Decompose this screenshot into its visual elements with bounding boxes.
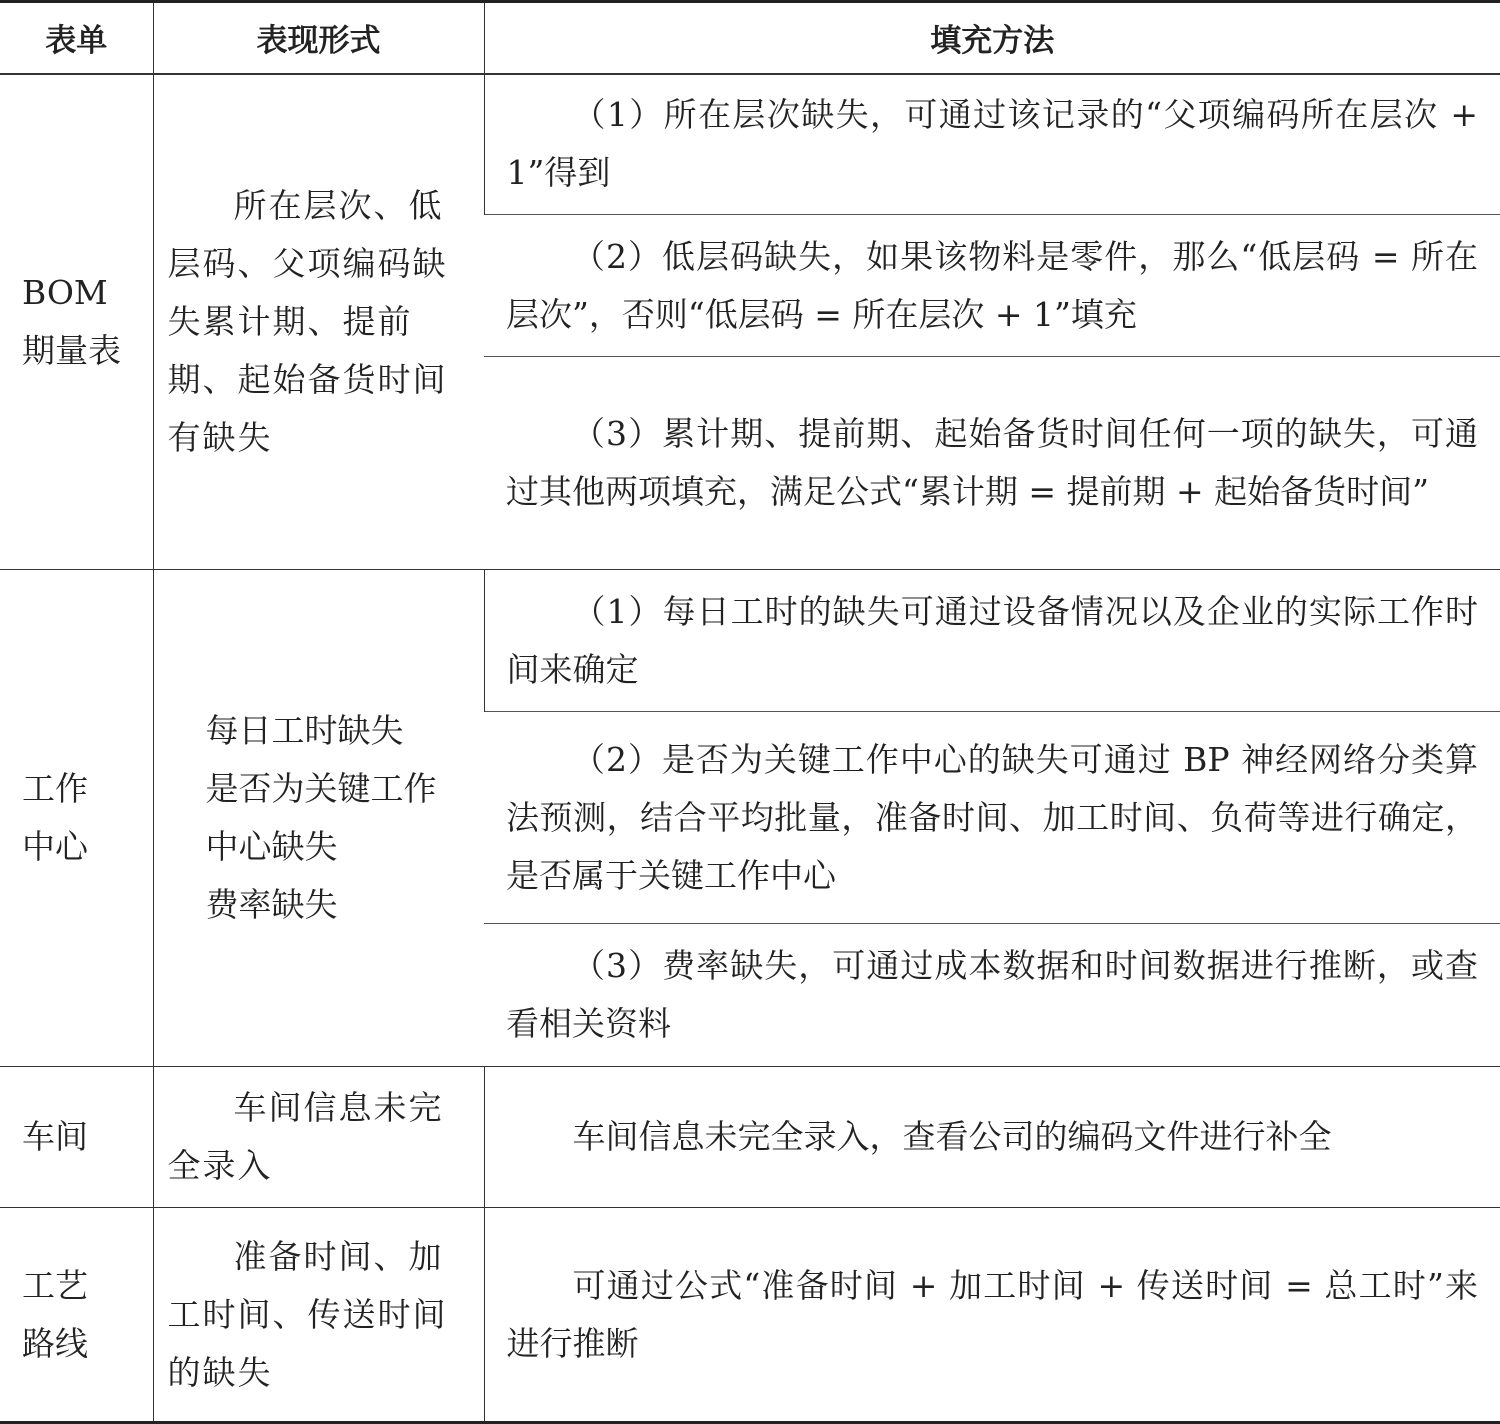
method-cell [484, 712, 1500, 924]
form-label-line2: 期量表 [22, 330, 121, 370]
manifestation-line: 费率缺失 [205, 885, 338, 924]
form-label-line1: 工艺 [22, 1265, 88, 1305]
table-row [0, 1067, 1500, 1208]
manifestation-cell-bom [153, 74, 484, 570]
manifestation-line: 中心缺失 [205, 827, 338, 866]
method-cell [484, 74, 1500, 215]
manifestation-line: 每日工时缺失 [205, 711, 404, 750]
table-row [0, 1208, 1500, 1423]
method-cell [484, 215, 1500, 357]
method-text: （1）每日工时的缺失可通过设备情况以及企业的实际工作时间来确定 [506, 591, 1478, 689]
form-label-line2: 路线 [22, 1323, 88, 1363]
method-text: 可通过公式“准备时间 + 加工时间 + 传送时间 = 总工时”来进行推断 [506, 1265, 1478, 1363]
manifestation-cell-work-center [153, 570, 484, 1067]
method-text: 车间信息未完全录入，查看公司的编码文件进行补全 [572, 1117, 1332, 1156]
header-manifestation: 表现形式 [153, 2, 484, 74]
form-label: 车间 [22, 1117, 88, 1156]
form-cell-routing [0, 1208, 153, 1423]
method-cell [484, 1208, 1500, 1423]
method-text: （3）费率缺失，可通过成本数据和时间数据进行推断，或查看相关资料 [506, 946, 1478, 1043]
header-form: 表单 [0, 2, 153, 74]
manifestation-text: 准备时间、加工时间、传送时间的缺失 [167, 1236, 448, 1392]
manifestation-text: 所在层次、低层码、父项编码缺失累计期、提前期、起始备货时间有缺失 [167, 185, 448, 457]
manifestation-line: 是否为关键工作 [205, 769, 437, 808]
method-cell [484, 924, 1500, 1067]
method-cell [484, 570, 1500, 712]
manifestation-cell-workshop [153, 1067, 484, 1208]
form-label-line1: 工作 [22, 769, 88, 808]
form-cell-bom [0, 74, 153, 570]
table-row [0, 74, 1500, 215]
method-text: （2）低层码缺失，如果该物料是零件，那么“低层码 = 所在层次”，否则“低层码 = 所在层次 + 1”填充 [506, 236, 1478, 334]
form-cell-workshop [0, 1067, 153, 1208]
method-text: （2）是否为关键工作中心的缺失可通过 BP 神经网络分类算法预测，结合平均批量，准备时间、加工时间、负荷等进行确定，是否属于关键工作中心 [506, 739, 1478, 895]
manifestation-text: 车间信息未完全录入 [167, 1088, 444, 1185]
form-cell-work-center [0, 570, 153, 1067]
header-row [0, 2, 1500, 74]
table-row [0, 570, 1500, 712]
manifestation-cell-routing [153, 1208, 484, 1423]
method-cell [484, 1067, 1500, 1208]
form-label-line1: BOM [22, 272, 108, 312]
method-cell [484, 357, 1500, 570]
method-text: （3）累计期、提前期、起始备货时间任何一项的缺失，可通过其他两项填充，满足公式“累计期 = 提前期 + 起始备货时间” [506, 414, 1478, 511]
form-label-line2: 中心 [22, 827, 88, 866]
method-text: （1）所在层次缺失，可通过该记录的“父项编码所在层次 + 1”得到 [506, 95, 1478, 193]
header-method: 填充方法 [484, 2, 1500, 74]
